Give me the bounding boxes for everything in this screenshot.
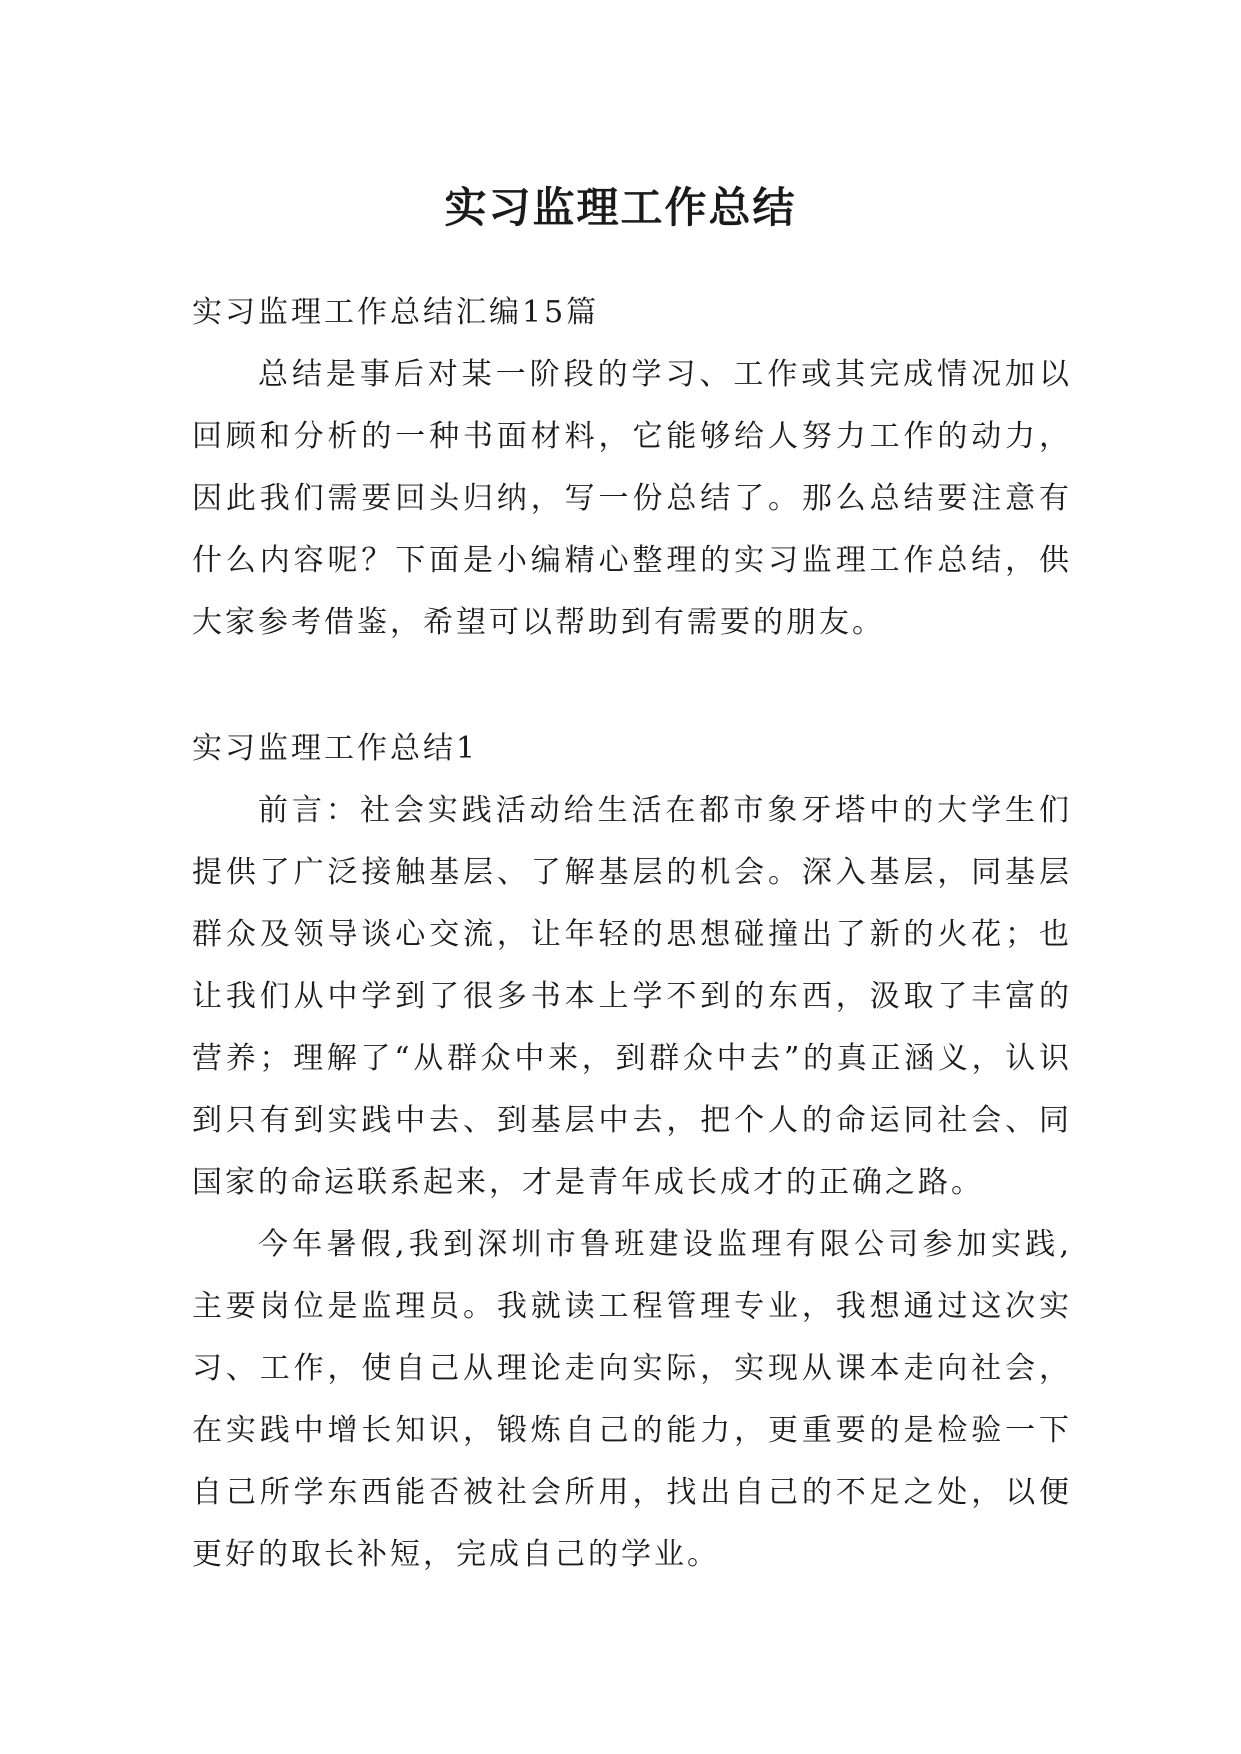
section-1-heading: 实习监理工作总结1 — [192, 731, 479, 766]
section-1-paragraph-preface: 前言：社会实践活动给生活在都市象牙塔中的大学生们提供了广泛接触基层、了解基层的机会。深入基层，同基层群众及领导谈心交流，让年轻的思想碰撞出了新的火花；也让我们从中学到了很多书本上学不到的东西，汲取了丰富的营养；理解了“从群众中来，到群众中去”的真正涵义，认识到只有到实践中去、到基层中去，把个人的命运同社会、同国家的命运联系起来，才是青年成长成才的正确之路。 — [192, 793, 1072, 1200]
section-1-paragraph-internship: 今年暑假,我到深圳市鲁班建设监理有限公司参加实践,主要岗位是监理员。我就读工程管理专业，我想通过这次实习、工作，使自己从理论走向实际，实现从课本走向社会，在实践中增长知识，锻炼自己的能力，更重要的是检验一下自己所学东西能否被社会所用，找出自己的不足之处，以便更好的取长补短，完成自己的学业。 — [192, 1227, 1072, 1572]
intro-section — [192, 282, 1072, 654]
document-title: 实习监理工作总结 — [444, 183, 797, 233]
intro-paragraph: 总结是事后对某一阶段的学习、工作或其完成情况加以回顾和分析的一种书面材料，它能够给人努力工作的动力，因此我们需要回头归纳，写一份总结了。那么总结要注意有什么内容呢？下面是小编精心整理的实习监理工作总结，供大家参考借鉴，希望可以帮助到有需要的朋友。 — [192, 357, 1072, 640]
intro-heading: 实习监理工作总结汇编15篇 — [192, 295, 600, 330]
section-1 — [192, 718, 1072, 1586]
